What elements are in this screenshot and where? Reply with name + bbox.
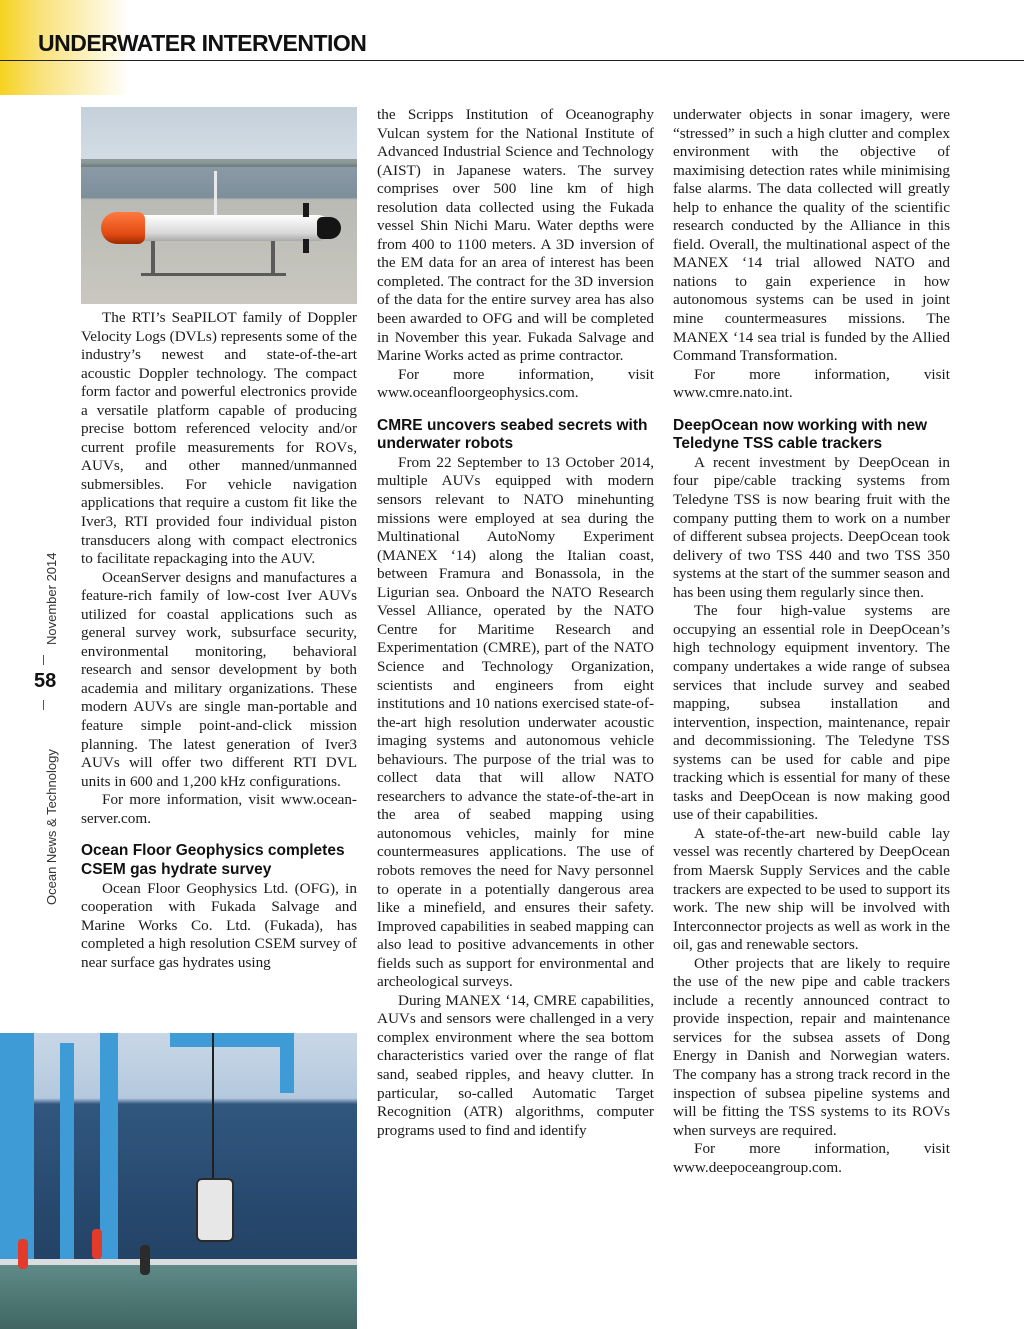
article-heading: DeepOcean now working with new Teledyne TSS cable trackers: [673, 416, 928, 453]
folio-divider: [43, 655, 44, 665]
crane-arm: [100, 1033, 118, 1273]
auv-antenna: [214, 171, 217, 219]
paragraph: Ocean Floor Geophysics Ltd. (OFG), in cooperation with Fukada Salvage and Marine Works Co. Ltd. (Fukada), has completed a high resolution CSEM survey of near surface gas hydrates using: [81, 879, 357, 971]
paragraph: For more information, visit www.deepoceangroup.com.: [673, 1140, 950, 1176]
auv-tail: [317, 217, 341, 239]
paragraph: For more information, visit www.oceanfloorgeophysics.com.: [377, 365, 654, 402]
crane-arm: [170, 1033, 290, 1047]
crew-member: [140, 1245, 150, 1275]
column-3: [673, 106, 950, 1177]
column-1: [81, 309, 357, 972]
auv-nose: [101, 212, 145, 244]
publication-name: Ocean News & Technology: [44, 749, 59, 905]
ship-deck-photo: [0, 1033, 357, 1329]
auv-hull: [121, 215, 331, 241]
crane-arm: [280, 1033, 294, 1093]
paragraph: underwater objects in sonar imagery, were “stressed” in such a high clutter and complex environment with the objective of maximising detection rates while minimising false alarms. The data collected will greatly help to enhance the quality of the scientific research conducted by the Alliance in this field. Overall, the multinational aspect of the MANEX ‘14 trial allowed NATO and nations to gain experience in how autonomous systems can be used in joint mine countermeasures missions. The MANEX ‘14 sea trial is funded by the Allied Command Transformation.: [673, 106, 950, 365]
page-number: 58: [34, 670, 57, 692]
paragraph: From 22 September to 13 October 2014, multiple AUVs equipped with modern sensors relevant to NATO minehunting missions were employed at sea during the Multinational AutoNomy Experiment (MANEX ‘14) along the Italian coast, between Framura and Bonassola, in the Ligurian sea. Onboard the NATO Research Vessel Alliance, operated by the NATO Centre for Maritime Research and Experimentation (CMRE), part of the NATO Science and Technology Organization, scientists and engineers from eight institutions and 10 nations exercised state-of-the-art high resolution underwater acoustic imaging systems and autonomous vehicle behaviours. The purpose of the trial was to collect data that will allow NATO researchers to advance the state-of-the-art in the area of seabed mapping using autonomous vehicles, mainly for mine countermeasures applications. The use of robots removes the need for Navy personnel to operate in a potentially dangerous area like a minefield, and ensures their safety. Improved capabilities in seabed mapping can also lead to positive advancements in other fields such as support for environmental and archeological surveys.: [377, 453, 654, 991]
header-divider: [0, 60, 1024, 61]
article-heading: CMRE uncovers seabed secrets with underwater robots: [377, 416, 648, 453]
auv-on-crane: [196, 1178, 234, 1242]
auv-photo: [81, 107, 357, 304]
paragraph: the Scripps Institution of Oceanography Vulcan system for the National Institute of Advanced Industrial Science and Technology (AIST) in Japanese waters. The survey comprises over 500 line km of high resolution data collected using the Fukada vessel Shin Nichi Maru. Water depths were from 400 to 1100 meters. A 3D inversion of the EM data for an area of interest has been completed. The contract for the 3D inversion of the data for the entire survey area has also been awarded to OFG and will be completed in November this year. Fukada Salvage and Marine Works acted as prime contractor.: [377, 106, 654, 365]
auv-fin: [303, 239, 309, 253]
crane-arm: [60, 1043, 74, 1273]
crew-member: [92, 1229, 102, 1259]
auv-fin: [303, 203, 309, 217]
issue-date: November 2014: [44, 552, 59, 645]
paragraph: OceanServer designs and manufactures a feature-rich family of low-cost Iver AUVs utilized for coastal applications such as general survey work, subsurface security, environmental monitoring, behavioral research and sensor development by both academia and military organizations. These modern AUVs are single man-portable and feature simple point-and-click mission planning. The latest generation of Iver3 AUVs will offer two different RTI DVL units in 600 and 1,200 kHz configurations.: [81, 568, 357, 790]
shoreline: [81, 159, 357, 167]
ship-deck: [0, 1265, 357, 1329]
paragraph: For more information, visit www.cmre.nato.int.: [673, 365, 950, 402]
auv-stand: [141, 273, 286, 276]
folio-divider: [43, 700, 44, 710]
auv-stand: [151, 241, 155, 275]
paragraph: For more information, visit www.ocean-server.com.: [81, 791, 357, 827]
paragraph: A recent investment by DeepOcean in four pipe/cable tracking systems from Teledyne TSS is now bearing fruit with the company putting them to work on a number of different subsea projects. DeepOcean took delivery of two TSS 440 and two TSS 350 systems at the start of the summer season and has been using them regularly since then.: [673, 453, 950, 601]
paragraph: During MANEX ‘14, CMRE capabilities, AUVs and sensors were challenged in a very complex environment where the sea bottom characteristics varied over the range of flat sand, seabed ripples, and heavy clutter. In particular, so-called Automatic Target Recognition (ATR) algorithms, computer programs used to find and identify: [377, 991, 654, 1139]
paragraph: Other projects that are likely to require the use of the new pipe and cable trackers include a recently announced contract to provide inspection, repair and maintenance services for the subsea assets of Dong Energy in Danish and Norwegian waters. The company has a strong track record in the inspection of subsea pipeline systems and will be fitting the TSS systems to its ROVs when surveys are required.: [673, 954, 950, 1139]
lift-cable: [212, 1033, 214, 1179]
column-2: [377, 106, 654, 1140]
section-title: UNDERWATER INTERVENTION: [38, 30, 367, 56]
paragraph: The four high-value systems are occupying an essential role in DeepOcean’s high technology equipment inventory. The company undertakes a wide range of subsea services that include survey and seabed mapping, subsea installation and intervention, inspection, maintenance, repair and decommissioning. The Teledyne TSS systems can be used for cable and pipe tracking which is essential for many of these tasks and DeepOcean is now making good use of their capabilities.: [673, 602, 950, 824]
paragraph: The RTI’s SeaPILOT family of Doppler Velocity Logs (DVLs) represents some of the industry’s newest and state-of-the-art acoustic Doppler technology. The compact form factor and powerful electronics provide a versatile platform capable of producing precise bottom referenced velocity and/or current profile measurements for ROVs, AUVs, and other manned/unmanned submersibles. For vehicle navigation applications that require a custom fit like the Iver3, RTI provided four individual piston transducers along with compact electronics to facilitate repackaging into the AUV.: [81, 309, 357, 568]
paragraph: A state-of-the-art new-build cable lay vessel was recently chartered by DeepOcean from Maersk Supply Services and the cable trackers are expected to be used to support its work. The new ship will be involved with Interconnector projects as well as work in the oil, gas and renewable sectors.: [673, 824, 950, 954]
article-heading: Ocean Floor Geophysics completes CSEM gas hydrate survey: [81, 842, 345, 878]
crew-member: [18, 1239, 28, 1269]
auv-stand: [271, 241, 275, 275]
